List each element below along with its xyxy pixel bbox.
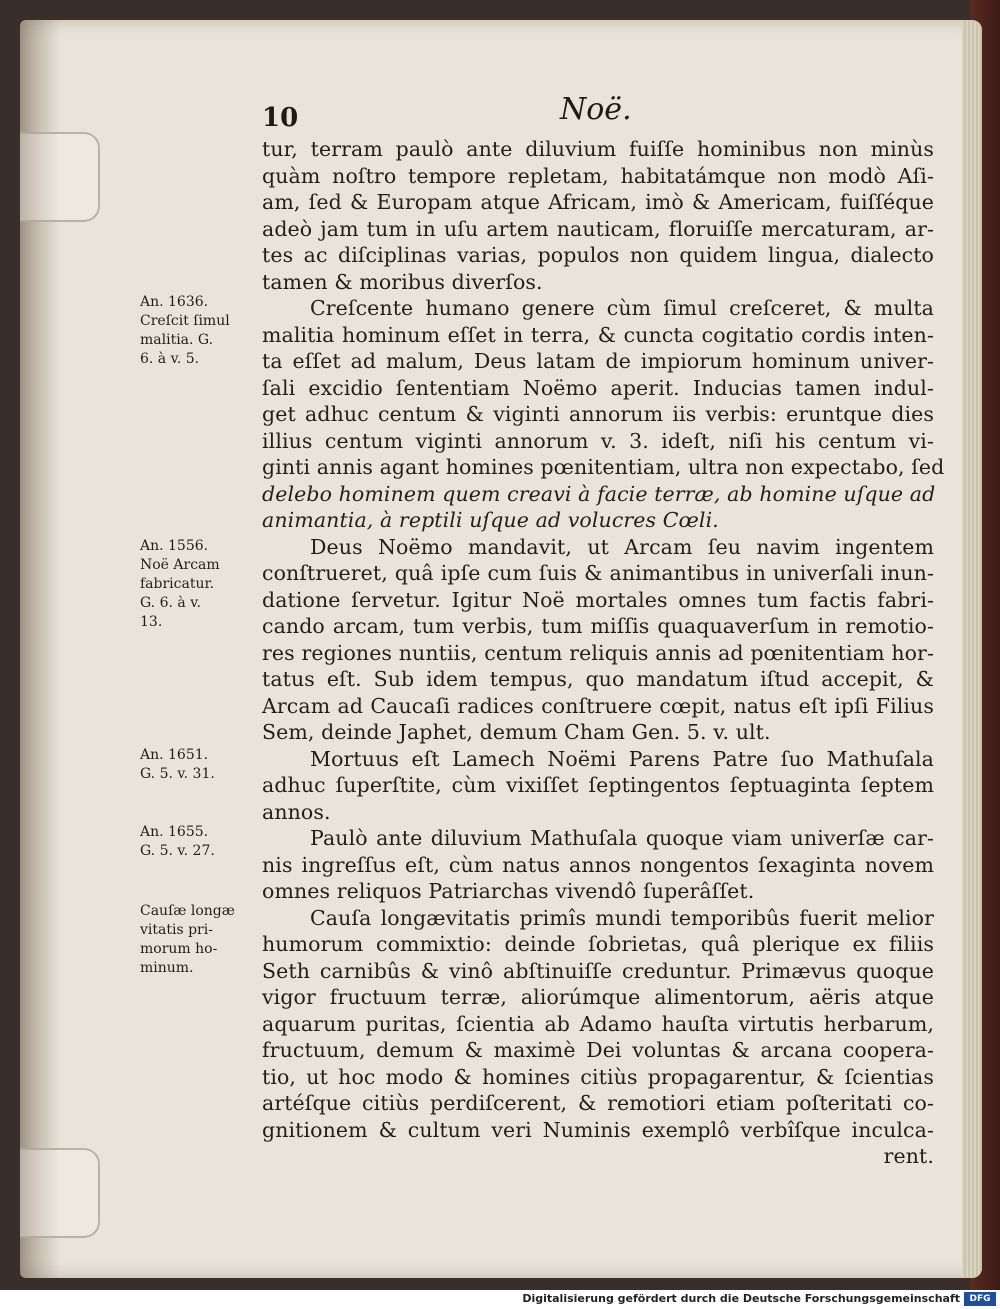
margin-note-line: An. 1655.: [140, 824, 209, 840]
footer-bar: [0, 1290, 1000, 1309]
text-line: humorum commixtio: deinde ſobrietas, quâ plerique ex filiis: [262, 932, 934, 956]
margin-note-line: Noë Arcam: [140, 557, 220, 573]
text-line: tes ac diſciplinas varias, populos non quidem lingua, dialecto: [262, 243, 934, 267]
margin-note-line: An. 1556.: [140, 538, 209, 554]
margin-note: [140, 823, 258, 861]
margin-note: [140, 293, 258, 369]
text-line: tamen & moribus diverſos.: [262, 269, 543, 294]
text-line: tur, terram paulò ante diluvium fuiſſe hominibus non minùs: [262, 137, 934, 161]
text-line: adeò jam tum in uſu artem nauticam, floruiſſe mercaturam, ar-: [262, 216, 934, 241]
text-line: fructuum, demum & maximè Dei voluntas & arcana coopera-: [262, 1038, 934, 1062]
text-line: Creſcente humano genere cùm ſimul creſceret, & multa: [310, 296, 934, 320]
margin-note-line: 6. à v. 5.: [140, 351, 200, 367]
running-title: Noë.: [560, 92, 632, 127]
margin-note-line: vitatis pri-: [140, 922, 213, 938]
text-line: illius centum viginti annorum v. 3. ideſt, niſi his centum vi-: [262, 428, 934, 453]
digitization-credit: Digitalisierung gefördert durch die Deutsche Forschungsgemeinschaft: [522, 1292, 960, 1305]
text-line: datione ſervetur. Igitur Noë mortales omnes tum factis fabri-: [262, 587, 934, 612]
text-line: nis ingreſſus eſt, cùm natus annos nongentos ſexaginta novem: [262, 852, 934, 877]
text-line: quàm noſtro tempore repletam, habitatámque non modò Aſi-: [262, 163, 934, 188]
page-clip-top: [20, 132, 100, 222]
margin-note-line: G. 5. v. 27.: [140, 843, 215, 859]
margin-note-line: minum.: [140, 960, 194, 976]
text-line: tatus eſt. Sub idem tempus, quo mandatum iſtud accepit, &: [262, 667, 934, 691]
text-line: omnes reliquos Patriarchas vivendô ſuperâſſet.: [262, 879, 755, 903]
text-line: am, ſed & Europam atque Africam, imò & Americam, fuiſſéque: [262, 190, 934, 214]
margin-note-line: G. 6. à v.: [140, 595, 201, 611]
text-line: annos.: [262, 799, 331, 824]
text-line: Seth carnibûs & vinô abſtinuiſſe creduntur. Primævus quoque: [262, 958, 934, 983]
margin-note-line: morum ho-: [140, 941, 218, 957]
page-edges: [962, 20, 982, 1278]
margin-note-line: Cauſæ longæ: [140, 903, 235, 919]
text-line: adhuc ſuperſtite, cùm vixiſſet ſeptingentos ſeptuaginta ſeptem: [262, 773, 934, 797]
text-line: ginti annis agant homines pœnitentiam, ultra non expectabo, ſed: [262, 455, 945, 479]
margin-note-line: An. 1651.: [140, 747, 209, 763]
text-line: Arcam ad Caucaſi radices conſtruere cœpit, natus eſt ipſi Filius: [262, 693, 934, 718]
margin-note-line: fabricatur.: [140, 576, 215, 592]
page-number: 10: [262, 103, 299, 133]
page-clip-bottom: [20, 1148, 100, 1238]
margin-note: [140, 746, 258, 784]
margin-note-line: G. 5. v. 31.: [140, 766, 215, 782]
margin-note: [140, 537, 258, 632]
margin-note: [140, 902, 258, 978]
text-line: cando arcam, tum verbis, tum miſſis quaquaverſum in remotio-: [262, 614, 934, 638]
text-line: artéſque citiùs perdiſcerent, & remotiori etiam poſteritati co-: [262, 1091, 934, 1115]
text-line: gnitionem & cultum veri Numinis exemplô verbîſque inculca-: [262, 1117, 934, 1142]
text-line: aquarum puritas, ſcientia ab Adamo hauſta virtutis herbarum,: [262, 1011, 934, 1036]
text-line: tio, ut hoc modo & homines citiùs propagarentur, & ſcientias: [262, 1064, 934, 1089]
margin-note-line: 13.: [140, 614, 163, 630]
text-line: Sem, deinde Japhet, demum Cham Gen. 5. v. ult.: [262, 720, 771, 744]
text-line: get adhuc centum & viginti annorum iis verbis: eruntque dies: [262, 402, 934, 426]
text-line: ta eſſet ad malum, Deus latam de impiorum hominum univer-: [262, 349, 934, 373]
text-line: ſali excidio ſententiam Noëmo aperit. Inducias tamen indul-: [262, 375, 934, 400]
text-line: vigor fructuum terræ, aliorúmque alimentorum, aëris atque: [262, 985, 934, 1009]
text-line: conſtrueret, quâ ipſe cum ſuis & animantibus in univerſali inun-: [262, 561, 934, 585]
dfg-logo: DFG: [964, 1292, 996, 1306]
text-line: Deus Noëmo mandavit, ut Arcam ſeu navim ingentem: [310, 534, 934, 559]
text-line: delebo hominem quem creavi à facie terræ, ab homine uſque ad: [262, 481, 936, 506]
text-line: res regiones nuntiis, centum reliquis annis ad pœnitentiam hor-: [262, 640, 934, 665]
text-line: Mortuus eſt Lamech Noëmi Parens Patre ſuo Mathuſala: [310, 746, 934, 771]
margin-note-line: An. 1636.: [140, 294, 209, 310]
text-line: animantia, à reptili uſque ad volucres Cœli.: [262, 508, 719, 532]
text-line: rent.: [883, 1144, 934, 1168]
text-line: Cauſa longævitatis primîs mundi temporibûs fuerit melior: [310, 905, 934, 930]
margin-note-line: Creſcit ſimul: [140, 313, 230, 329]
text-line: Paulò ante diluvium Mathuſala quoque viam univerſæ car-: [310, 826, 934, 850]
margin-note-line: malitia. G.: [140, 332, 214, 348]
text-line: malitia hominum eſſet in terra, & cuncta cogitatio cordis inten-: [262, 322, 934, 347]
